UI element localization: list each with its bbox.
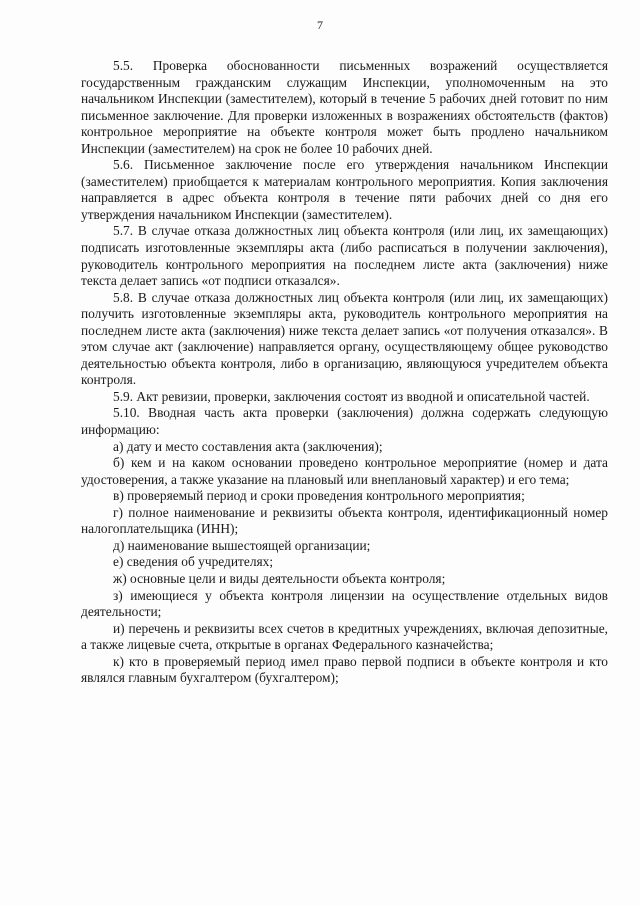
document-body: [81, 58, 608, 687]
list-item-i: и) перечень и реквизиты всех счетов в кредитных учреждениях, включая депозитные, а также лицевые счета, открытые в органах Федерального казначейства;: [81, 620, 608, 653]
page-number: 7: [317, 18, 323, 32]
paragraph-5-5: 5.5. Проверка обоснованности письменных возражений осуществляется государственным гражданским служащим Инспекции, уполномоченным на это начальником Инспекции (заместителем), который в течение 5 рабочих дней готовит по ним письменное заключение. Для проверки изложенных в возражениях обстоятельств (фактов) контрольное мероприятие на объекте контроля может быть продлено начальником Инспекции (заместителем) на срок не более 10 рабочих дней.: [81, 58, 608, 156]
paragraph-5-9: 5.9. Акт ревизии, проверки, заключения состоят из вводной и описательной частей.: [113, 388, 590, 404]
paragraph-5-10: 5.10. Вводная часть акта проверки (заключения) должна содержать следующую информацию:: [81, 405, 608, 438]
list-item-d: д) наименование вышестоящей организации;: [113, 537, 371, 553]
list-item-b: б) кем и на каком основании проведено контрольное мероприятие (номер и дата удостоверения, а также указание на плановый или внеплановый характер) и его тема;: [81, 455, 608, 487]
list-item-zh: ж) основные цели и виды деятельности объекта контроля;: [113, 570, 446, 586]
list-item-v: в) проверяемый период и сроки проведения контрольного мероприятия;: [113, 488, 525, 504]
paragraph-5-8: 5.8. В случае отказа должностных лиц объекта контроля (или лиц, их замещающих) получить изготовленные экземпляры акта, руководитель контрольного мероприятия на последнем листе акта (заключения) ниже текста делает запись «от получения отказался». В этом случае акт (заключение) направляется органу, осуществляющему общее руководство деятельностью объекта контроля, либо в организацию, являющуюся учредителем объекта контроля.: [81, 289, 608, 388]
paragraph-5-7: 5.7. В случае отказа должностных лиц объекта контроля (или лиц, их замещающих) подписать изготовленные экземпляры акта (либо расписаться в получении заключения), руководитель контрольного мероприятия на последнем листе акта (заключения) ниже текста делает запись «от подписи отказался».: [81, 223, 608, 289]
list-item-k: к) кто в проверяемый период имел право первой подписи в объекте контроля и кто являлся главным бухгалтером (бухгалтером);: [81, 653, 608, 686]
list-item-z: з) имеющиеся у объекта контроля лицензии на осуществление отдельных видов деятельности;: [81, 587, 608, 620]
list-item-a: а) дату и место составления акта (заключения);: [113, 438, 383, 454]
list-item-g: г) полное наименование и реквизиты объекта контроля, идентификационный номер налогоплательщика (ИНН);: [81, 504, 608, 537]
paragraph-5-6: 5.6. Письменное заключение после его утверждения начальником Инспекции (заместителем) приобщается к материалам контрольного мероприятия. Копия заключения направляется в адрес объекта контроля в течение пяти рабочих дней со дня его утверждения начальником Инспекции (заместителем).: [81, 157, 608, 222]
list-item-e: е) сведения об учредителях;: [113, 554, 274, 570]
